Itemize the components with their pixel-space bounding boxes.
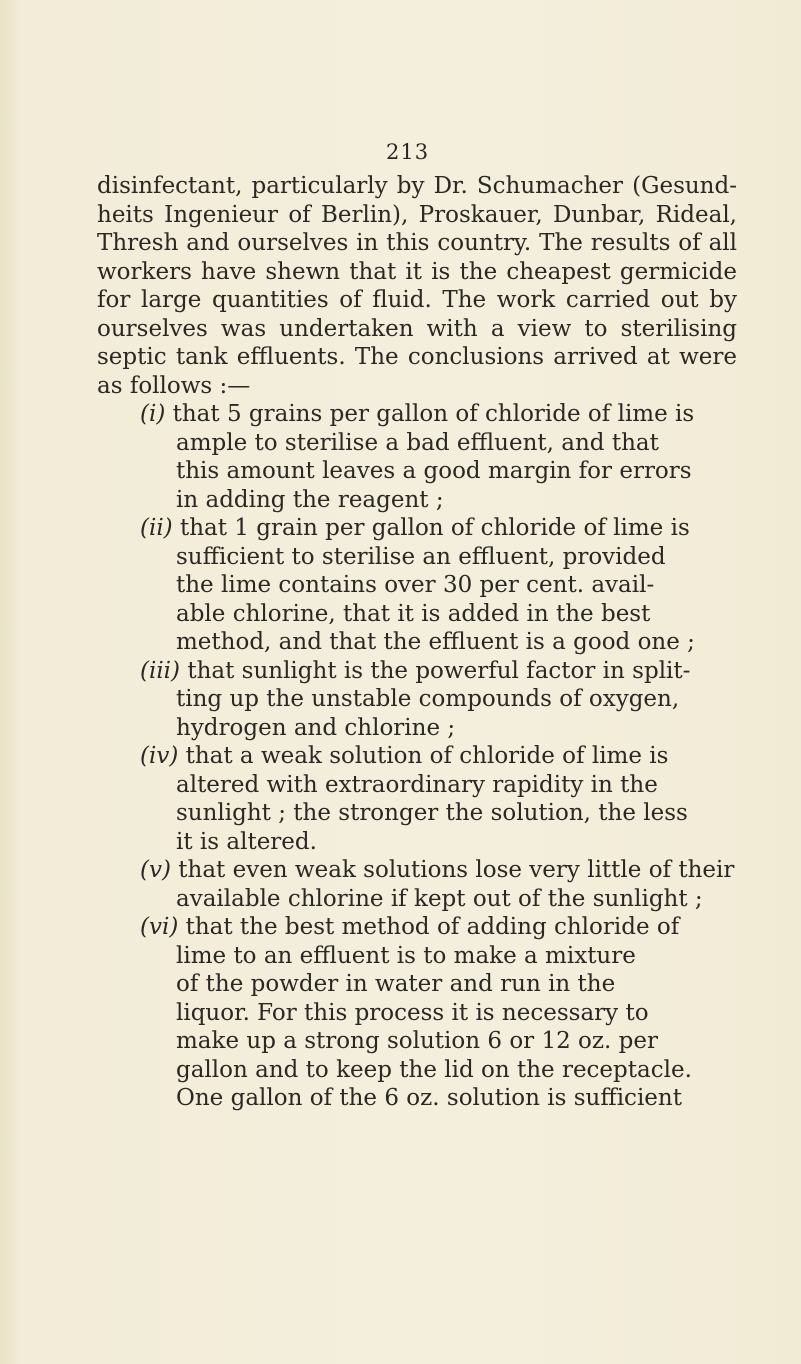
item-numeral: (iii) <box>140 657 181 684</box>
text-line: hydrogen and chlorine ; <box>176 714 456 741</box>
item-first-line <box>97 913 737 942</box>
page-number: 213 <box>386 140 430 164</box>
text-line: lime to an effluent is to make a mixture <box>176 942 636 969</box>
item-text: that 5 grains per gallon of chloride of lime is <box>172 401 695 427</box>
text-line: in adding the reagent ; <box>176 486 444 513</box>
text-line: sunlight ; the stronger the solution, the less <box>176 800 688 826</box>
item-text: that even weak solutions lose very little of their <box>178 857 735 883</box>
item-numeral: (v) <box>140 857 171 883</box>
text-line: the lime contains over 30 per cent. avail- <box>176 572 655 598</box>
item-text: that the best method of adding chloride of <box>185 914 680 940</box>
text-line: method, and that the effluent is a good one ; <box>176 629 695 655</box>
item-numeral: (iv) <box>140 743 179 769</box>
text-line: able chlorine, that it is added in the best <box>176 600 651 627</box>
text-line: septic tank effluents. The conclusions arrived at were <box>97 344 737 370</box>
text-line: make up a strong solution 6 or 12 oz. per <box>176 1028 658 1054</box>
text-line: for large quantities of fluid. The work carried out by <box>97 287 737 313</box>
text-line: liquor. For this process it is necessary to <box>176 999 649 1026</box>
text-line: as follows :— <box>97 372 251 399</box>
intro-paragraph <box>97 172 737 400</box>
item-first-line <box>97 856 737 885</box>
text-line: ample to sterilise a bad effluent, and that <box>176 429 659 456</box>
item-numeral: (i) <box>140 401 166 427</box>
text-line: Thresh and ourselves in this country. The results of all <box>97 230 737 256</box>
conclusion-item <box>97 913 737 1113</box>
text-line: workers have shewn that it is the cheapest germicide <box>97 258 737 285</box>
item-numeral: (ii) <box>140 515 173 541</box>
item-text: that a weak solution of chloride of lime is <box>185 743 669 769</box>
text-line: this amount leaves a good margin for errors <box>176 458 692 484</box>
text-line: ting up the unstable compounds of oxygen, <box>176 686 680 712</box>
item-first-line <box>97 742 737 771</box>
body-text <box>97 172 737 1113</box>
text-line: ourselves was undertaken with a view to sterilising <box>97 315 737 342</box>
conclusion-item <box>97 400 737 514</box>
conclusion-item <box>97 514 737 657</box>
conclusion-item <box>97 856 737 913</box>
text-line: of the powder in water and run in the <box>176 971 616 997</box>
conclusion-item <box>97 657 737 743</box>
item-first-line <box>97 657 737 686</box>
text-line: gallon and to keep the lid on the receptacle. <box>176 1056 692 1083</box>
text-line: One gallon of the 6 oz. solution is sufficient <box>176 1085 682 1111</box>
text-line: altered with extraordinary rapidity in the <box>176 771 658 798</box>
text-line: disinfectant, particularly by Dr. Schumacher (Gesund- <box>97 173 737 199</box>
item-text: that sunlight is the powerful factor in split- <box>187 657 691 684</box>
text-line: available chlorine if kept out of the sunlight ; <box>176 885 703 912</box>
conclusion-item <box>97 742 737 856</box>
text-line: heits Ingenieur of Berlin), Proskauer, Dunbar, Rideal, <box>97 201 737 228</box>
item-numeral: (vi) <box>140 914 179 940</box>
text-line: sufficient to sterilise an effluent, provided <box>176 543 666 570</box>
text-line: it is altered. <box>176 828 317 855</box>
item-first-line <box>97 400 737 429</box>
item-text: that 1 grain per gallon of chloride of lime is <box>179 515 690 541</box>
item-first-line <box>97 514 737 543</box>
